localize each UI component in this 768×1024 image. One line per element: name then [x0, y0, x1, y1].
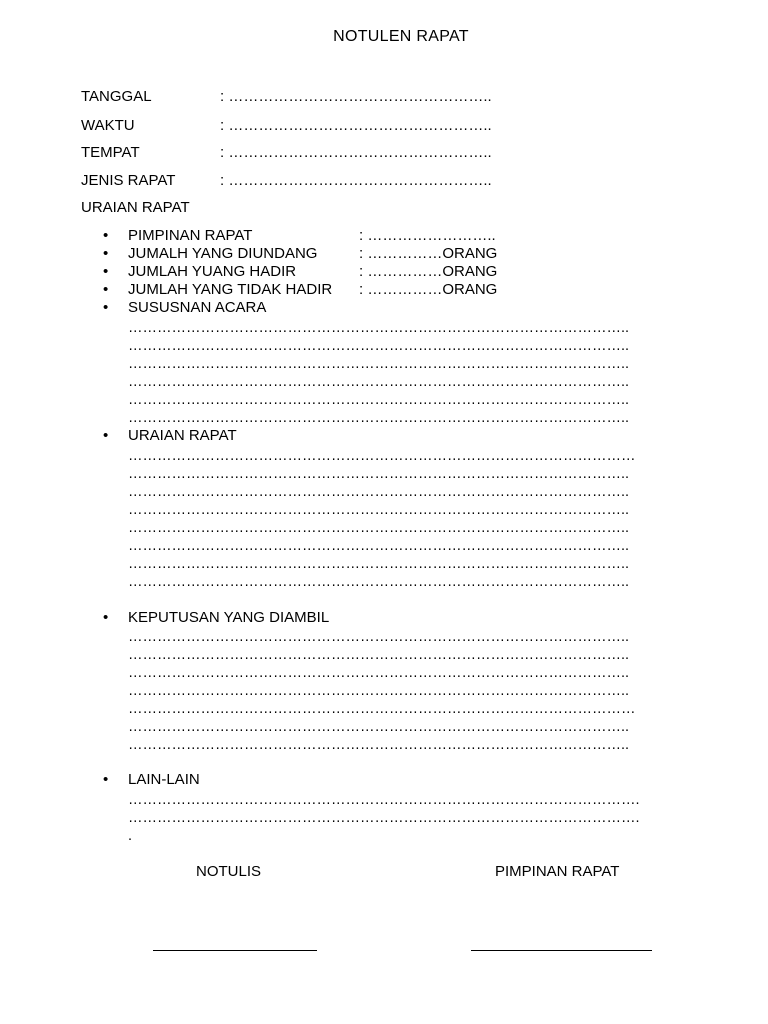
section-heading: KEPUTUSAN YANG DIAMBIL	[128, 609, 330, 626]
bullet-icon: •	[103, 227, 109, 244]
signature-line-notulis	[153, 950, 317, 951]
fill-line: …………………………………………………………………………………………..	[128, 538, 630, 554]
bullet-icon: •	[103, 771, 109, 788]
fill-line: .	[128, 828, 133, 844]
section-heading: LAIN-LAIN	[128, 771, 200, 788]
fill-line: …………………………………………………………………………………………….	[128, 810, 640, 826]
fill-line: …………………………………………………………………………………………..	[128, 683, 630, 699]
fill-line: …………………………………………………………………………………………..	[128, 574, 630, 590]
field-value: : ……………………………………………..	[220, 144, 492, 161]
signature-label-notulis: NOTULIS	[196, 863, 262, 880]
bullet-icon: •	[103, 427, 109, 444]
field-label: WAKTU	[81, 117, 135, 134]
fill-line: …………………………………………………………………………………………..	[128, 356, 630, 372]
fill-line: …………………………………………………………………………………………..	[128, 647, 630, 663]
fill-line: …………………………………………………………………………………………..	[128, 466, 630, 482]
field-value: : ……………………………………………..	[220, 172, 492, 189]
item-label: JUMLAH YANG TIDAK HADIR	[128, 281, 333, 298]
bullet-icon: •	[103, 263, 109, 280]
section-heading: SUSUSNAN ACARA	[128, 299, 267, 316]
item-value: : ……………ORANG	[359, 263, 498, 280]
fill-line: …………………………………………………………………………………………….	[128, 792, 640, 808]
fill-line: …………………………………………………………………………………………..	[128, 737, 630, 753]
fill-line: …………………………………………………………………………………………..	[128, 665, 630, 681]
bullet-icon: •	[103, 281, 109, 298]
bullet-icon: •	[103, 609, 109, 626]
fill-line: …………………………………………………………………………………………..	[128, 484, 630, 500]
fill-line: …………………………………………………………………………………………..	[128, 520, 630, 536]
field-label: TANGGAL	[81, 88, 152, 105]
page-title: NOTULEN RAPAT	[333, 28, 469, 45]
field-label: TEMPAT	[81, 144, 140, 161]
bullet-icon: •	[103, 299, 109, 316]
fill-line: …………………………………………………………………………………………..	[128, 392, 630, 408]
bullet-icon: •	[103, 245, 109, 262]
fill-line: …………………………………………………………………………………………..	[128, 719, 630, 735]
item-label: PIMPINAN RAPAT	[128, 227, 253, 244]
fill-line: …………………………………………………………………………………………..	[128, 502, 630, 518]
fill-line: …………………………………………………………………………………………..	[128, 556, 630, 572]
item-value: : ……………………..	[359, 227, 496, 244]
fill-line: …………………………………………………………………………………………..	[128, 320, 630, 336]
section-heading: URAIAN RAPAT	[128, 427, 237, 444]
item-value: : ……………ORANG	[359, 245, 498, 262]
section-label-uraian-rapat: URAIAN RAPAT	[81, 199, 190, 216]
fill-line: …………………………………………………………………………………………..	[128, 629, 630, 645]
fill-line: ……………………………………………………………………………………………	[128, 701, 636, 717]
field-label: JENIS RAPAT	[81, 172, 176, 189]
fill-line: …………………………………………………………………………………………..	[128, 338, 630, 354]
item-value: : ……………ORANG	[359, 281, 498, 298]
fill-line: …………………………………………………………………………………………..	[128, 410, 630, 426]
signature-label-pimpinan: PIMPINAN RAPAT	[495, 863, 620, 880]
item-label: JUMALH YANG DIUNDANG	[128, 245, 318, 262]
item-label: JUMLAH YUANG HADIR	[128, 263, 297, 280]
field-value: : ……………………………………………..	[220, 117, 492, 134]
field-value: : ……………………………………………..	[220, 88, 492, 105]
fill-line: …………………………………………………………………………………………..	[128, 374, 630, 390]
fill-line: ……………………………………………………………………………………………	[128, 448, 636, 464]
signature-line-pimpinan	[471, 950, 652, 951]
